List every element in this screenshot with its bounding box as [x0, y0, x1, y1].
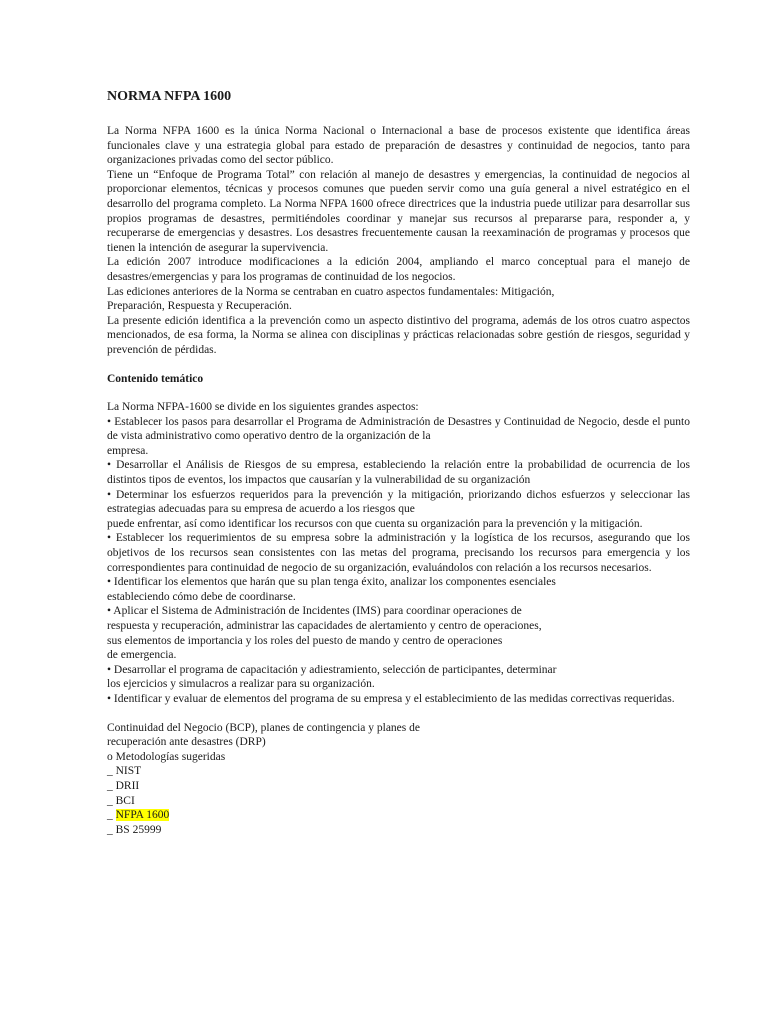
bullet-item: estableciendo cómo debe de coordinarse. — [107, 590, 296, 603]
intro-paragraph: Tiene un “Enfoque de Programa Total” con relación al manejo de desastres y emergencias, la continuidad de negocios al proporcionar elementos, técnicas y procesos comunes que pueden servir como una guía general a nivel estratégico en el desarrollo del programa completo. La Norma NFPA 1600 ofrece directrices que la industria puede utilizar para desarrollar sus propios programas de desastres, permitiéndoles coordinar y manejar sus recursos al prepararse para, responder a, y recuperarse de emergencias y desastres. Los desastres frecuentemente causan la reexaminación de programas y procesos que tienen la intención de asegurar la supervivencia. — [107, 168, 690, 254]
bullet-item: sus elementos de importancia y los roles del puesto de mando y centro de operaciones — [107, 634, 503, 647]
bullet-item: • Identificar los elementos que harán que su plan tenga éxito, analizar los componentes esenciales — [107, 576, 556, 589]
method-prefix: _ — [107, 823, 116, 836]
method-prefix: _ — [107, 809, 116, 822]
method-label: DRII — [115, 779, 140, 792]
bullet-item: • Establecer los pasos para desarrollar el Programa de Administración de Desastres y Continuidad de Negocio, desde el punto de vista administrativo como operativo dentro de la organización de la — [107, 415, 690, 443]
bullet-item: • Establecer los requerimientos de su empresa sobre la administración y la logística de los recursos, asegurando que los objetivos de los recursos sean consistentes con las metas del programa, precisando los recursos para emergencia y los correspondientes para continuidad de negocio de su organización, evaluándolos con relación a los recursos necesarios. — [107, 532, 690, 574]
method-item — [107, 794, 690, 809]
section-title: Contenido temático — [107, 372, 204, 385]
bullet-item: • Desarrollar el programa de capacitación y adiestramiento, selección de participantes, determinar — [107, 663, 557, 676]
bullet-item: • Aplicar el Sistema de Administración de Incidentes (IMS) para coordinar operaciones de — [107, 605, 522, 618]
method-item — [107, 779, 690, 794]
intro-paragraph: La presente edición identifica a la prevención como un aspecto distintivo del programa, además de los otros cuatro aspectos mencionados, de esa forma, la Norma se alinea con disciplinas y prácticas relacionadas sobre gestión de riesgos, seguridad y prevención de pérdidas. — [107, 314, 690, 356]
bullet-item: • Desarrollar el Análisis de Riesgos de su empresa, estableciendo la relación entre la probabilidad de ocurrencia de los distintos tipos de eventos, los impactos que causarían y la vulnerabilidad de su organización — [107, 459, 690, 487]
document-title: NORMA NFPA 1600 — [107, 89, 232, 104]
intro-paragraph: Las ediciones anteriores de la Norma se centraban en cuatro aspectos fundamentales: Mitigación, — [107, 285, 555, 298]
bullet-item: los ejercicios y simulacros a realizar para su organización. — [107, 678, 375, 691]
bullet-item: respuesta y recuperación, administrar las capacidades de alertamiento y centro de operaciones, — [107, 620, 542, 632]
bullet-item: de emergencia. — [107, 649, 177, 662]
method-prefix: _ — [107, 779, 116, 792]
bullet-item: • Identificar y evaluar de elementos del programa de su empresa y el establecimiento de las medidas correctivas requeridas. — [107, 692, 675, 705]
content-intro: La Norma NFPA-1600 se divide en los siguientes grandes aspectos: — [107, 401, 419, 414]
bcp-line: Continuidad del Negocio (BCP), planes de contingencia y planes de — [107, 721, 420, 734]
intro-paragraph: La Norma NFPA 1600 es la única Norma Nacional o Internacional a base de procesos existente que identifica áreas funcionales clave y una estrategia global para estado de preparación de desastres y continuidad de negocios, tanto para organizaciones privadas como del sector público. — [107, 125, 690, 167]
method-label: NIST — [115, 765, 142, 778]
method-prefix: _ — [107, 794, 116, 807]
bullet-item: • Determinar los esfuerzos requeridos para la prevención y la mitigación, priorizando dichos esfuerzos y seleccionar las estrategias adecuadas para su empresa de acuerdo a los riesgos que — [107, 488, 690, 516]
bcp-line: o Metodologías sugeridas — [107, 750, 226, 763]
method-item — [107, 764, 690, 779]
method-label: BS 25999 — [115, 823, 162, 836]
method-label-highlighted: NFPA 1600 — [115, 809, 170, 822]
method-prefix: _ — [107, 765, 116, 778]
intro-paragraph: Preparación, Respuesta y Recuperación. — [107, 300, 292, 313]
method-item — [107, 808, 690, 823]
bullet-item: empresa. — [107, 444, 149, 457]
method-label: BCI — [115, 794, 135, 807]
bcp-line: recuperación ante desastres (DRP) — [107, 736, 266, 749]
method-item — [107, 823, 690, 838]
bullet-item: puede enfrentar, así como identificar los recursos con que cuenta su organización para la prevención y la mitigación. — [107, 517, 643, 530]
document-page — [107, 88, 690, 837]
intro-paragraph: La edición 2007 introduce modificaciones a la edición 2004, ampliando el marco conceptual para el manejo de desastres/emergencias y para los programas de continuidad de los negocios. — [107, 256, 690, 283]
